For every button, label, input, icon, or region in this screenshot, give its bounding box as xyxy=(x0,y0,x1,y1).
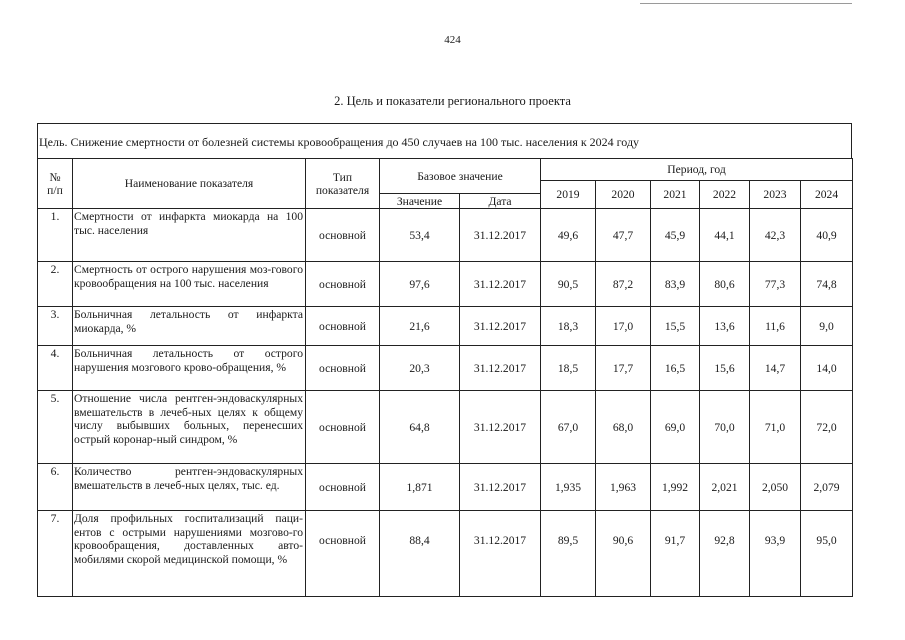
row-value: 14,0 xyxy=(801,346,853,391)
row-value: 15,5 xyxy=(651,307,700,346)
row-name: Смертности от инфаркта миокарда на 100 тыс. населения xyxy=(73,209,306,262)
indicators-table xyxy=(37,158,853,597)
row-base-date: 31.12.2017 xyxy=(460,262,541,307)
row-type: основной xyxy=(306,307,380,346)
row-value: 45,9 xyxy=(651,209,700,262)
row-name: Больничная летальность от инфаркта миокарда, % xyxy=(73,307,306,346)
row-base-value: 1,871 xyxy=(380,464,460,511)
goal-statement: Цель. Снижение смертности от болезней системы кровообращения до 450 случаев на 100 тыс. населения к 2024 году xyxy=(37,123,852,158)
row-base-value: 97,6 xyxy=(380,262,460,307)
row-num: 3. xyxy=(38,307,73,346)
row-base-date: 31.12.2017 xyxy=(460,307,541,346)
row-type: основной xyxy=(306,511,380,597)
row-value: 16,5 xyxy=(651,346,700,391)
row-name: Отношение числа рентген-эндоваскулярных вмешательств в лечеб-ных целях к общему числу выбывших больных, перенесших острый коронар-ный синдром, % xyxy=(73,391,306,464)
row-value: 18,3 xyxy=(541,307,596,346)
row-value: 92,8 xyxy=(700,511,750,597)
row-type: основной xyxy=(306,262,380,307)
row-num: 4. xyxy=(38,346,73,391)
row-value: 14,7 xyxy=(750,346,801,391)
table-row xyxy=(38,464,853,511)
header-year: 2024 xyxy=(801,181,853,209)
row-num: 6. xyxy=(38,464,73,511)
header-period: Период, год xyxy=(541,159,853,181)
header-name: Наименование показателя xyxy=(73,159,306,209)
table-row xyxy=(38,346,853,391)
row-value: 95,0 xyxy=(801,511,853,597)
row-value: 40,9 xyxy=(801,209,853,262)
row-value: 18,5 xyxy=(541,346,596,391)
row-value: 68,0 xyxy=(596,391,651,464)
row-value: 90,6 xyxy=(596,511,651,597)
row-value: 47,7 xyxy=(596,209,651,262)
row-value: 13,6 xyxy=(700,307,750,346)
header-year: 2019 xyxy=(541,181,596,209)
row-type: основной xyxy=(306,209,380,262)
page-number: 424 xyxy=(444,34,461,46)
row-name: Смертность от острого нарушения моз-гового кровообращения на 100 тыс. населения xyxy=(73,262,306,307)
row-base-value: 20,3 xyxy=(380,346,460,391)
row-base-date: 31.12.2017 xyxy=(460,209,541,262)
row-value: 67,0 xyxy=(541,391,596,464)
top-rule xyxy=(640,3,852,4)
row-base-value: 88,4 xyxy=(380,511,460,597)
row-value: 44,1 xyxy=(700,209,750,262)
row-value: 2,021 xyxy=(700,464,750,511)
row-base-value: 21,6 xyxy=(380,307,460,346)
row-value: 2,079 xyxy=(801,464,853,511)
table-row xyxy=(38,307,853,346)
row-value: 69,0 xyxy=(651,391,700,464)
row-value: 17,0 xyxy=(596,307,651,346)
row-value: 42,3 xyxy=(750,209,801,262)
row-base-value: 64,8 xyxy=(380,391,460,464)
row-name: Количество рентген-эндоваскулярных вмешательств в лечеб-ных целях, тыс. ед. xyxy=(73,464,306,511)
row-value: 9,0 xyxy=(801,307,853,346)
header-num: № п/п xyxy=(38,159,73,209)
row-value: 91,7 xyxy=(651,511,700,597)
row-name: Доля профильных госпитализаций паци-ентов с острыми нарушениями мозгово-го кровообращения, доставленных авто-мобилями скорой медицинской помощи, % xyxy=(73,511,306,597)
row-num: 5. xyxy=(38,391,73,464)
row-value: 1,935 xyxy=(541,464,596,511)
row-value: 93,9 xyxy=(750,511,801,597)
row-value: 17,7 xyxy=(596,346,651,391)
row-value: 71,0 xyxy=(750,391,801,464)
table-row xyxy=(38,391,853,464)
header-year: 2021 xyxy=(651,181,700,209)
row-base-date: 31.12.2017 xyxy=(460,464,541,511)
header-type: Тип показателя xyxy=(306,159,380,209)
row-value: 70,0 xyxy=(700,391,750,464)
header-year: 2022 xyxy=(700,181,750,209)
row-value: 2,050 xyxy=(750,464,801,511)
row-name: Больничная летальность от острого нарушения мозгового крово-обращения, % xyxy=(73,346,306,391)
row-num: 2. xyxy=(38,262,73,307)
row-value: 72,0 xyxy=(801,391,853,464)
row-type: основной xyxy=(306,464,380,511)
row-value: 90,5 xyxy=(541,262,596,307)
header-base: Базовое значение xyxy=(380,159,541,194)
header-year: 2023 xyxy=(750,181,801,209)
row-base-value: 53,4 xyxy=(380,209,460,262)
table-row xyxy=(38,511,853,597)
row-value: 89,5 xyxy=(541,511,596,597)
row-value: 49,6 xyxy=(541,209,596,262)
header-year: 2020 xyxy=(596,181,651,209)
row-value: 11,6 xyxy=(750,307,801,346)
table-row xyxy=(38,209,853,262)
row-value: 83,9 xyxy=(651,262,700,307)
row-type: основной xyxy=(306,391,380,464)
section-title: 2. Цель и показатели регионального проекта xyxy=(334,94,571,108)
row-base-date: 31.12.2017 xyxy=(460,511,541,597)
row-value: 74,8 xyxy=(801,262,853,307)
row-base-date: 31.12.2017 xyxy=(460,346,541,391)
row-value: 1,992 xyxy=(651,464,700,511)
row-num: 7. xyxy=(38,511,73,597)
table-row xyxy=(38,262,853,307)
row-value: 80,6 xyxy=(700,262,750,307)
row-value: 77,3 xyxy=(750,262,801,307)
row-num: 1. xyxy=(38,209,73,262)
row-value: 87,2 xyxy=(596,262,651,307)
header-base-value: Значение xyxy=(380,194,460,209)
row-type: основной xyxy=(306,346,380,391)
row-base-date: 31.12.2017 xyxy=(460,391,541,464)
row-value: 15,6 xyxy=(700,346,750,391)
row-value: 1,963 xyxy=(596,464,651,511)
header-base-date: Дата xyxy=(460,194,541,209)
